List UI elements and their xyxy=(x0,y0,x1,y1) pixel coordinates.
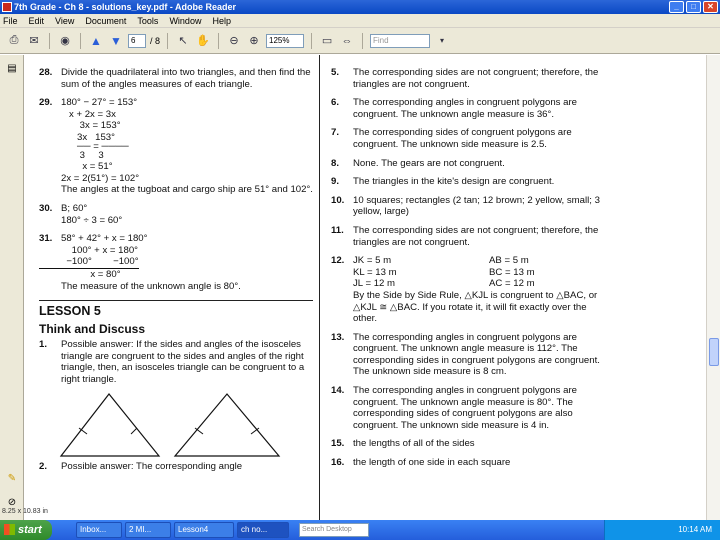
zoom-select[interactable]: 125% xyxy=(266,34,304,48)
right-column xyxy=(331,67,601,476)
congruent-triangles-figure xyxy=(55,390,285,458)
left-column xyxy=(39,67,313,480)
page-size-status: 8.25 x 10.83 in xyxy=(2,508,48,515)
close-button[interactable]: ✕ xyxy=(703,1,718,13)
clock: 10:14 AM xyxy=(678,525,712,534)
side-lengths-table: JK = 5 m AB = 5 m KL = 13 m BC = 13 m JL = 12 m AC = 12 m xyxy=(353,255,535,290)
answer-16: 16. the length of one side in each square xyxy=(331,457,511,469)
taskbar-item-lesson4[interactable]: Lesson4 xyxy=(174,522,234,538)
attachments-icon[interactable]: ⊘ xyxy=(7,497,17,508)
answer-7: 7. The corresponding sides of congruent polygons are congruent. The unknown side measure is 2.5. xyxy=(331,127,572,150)
pages-icon[interactable]: ▤ xyxy=(7,63,17,74)
answer-29: 29. 180° − 27° = 153° x + 2x = 3x 3x = 153° 3x 153° ── = ──── 3 3 x = 51° 2x = 2(51°) = 102° The angles at the tugboat and cargo ship are 51° and 102°. xyxy=(39,97,313,196)
answer-14: 14. The corresponding angles in congruent polygons are congruent. The unknown angle measure is 80°. The corresponding sides of congruent polygons are also congruent. The unknown side measure is 4 in. xyxy=(331,385,578,431)
discussion-1: 1. Possible answer: If the sides and angles of the isosceles triangle are congruent to the sides and angles of the right triangle, then, an isosceles triangle can be congruent to a right triangle. xyxy=(39,339,305,386)
answer-11: 11. The corresponding sides are not congruent; therefore, the triangles are not congruent. xyxy=(331,224,599,248)
maximize-button[interactable]: □ xyxy=(686,1,701,13)
page-number-input[interactable]: 6 xyxy=(128,34,146,48)
print-icon[interactable]: ⎙ xyxy=(9,34,19,46)
answer-5: 5. The corresponding sides are not congruent; therefore, the triangles are not congruent. xyxy=(331,67,599,90)
isosceles-triangle xyxy=(61,394,159,456)
taskbar-item-inbox[interactable]: Inbox... xyxy=(76,522,122,538)
minimize-button[interactable]: _ xyxy=(669,1,684,13)
answer-28: 28. Divide the quadrilateral into two triangles, and then find the sum of the angles measures of each triangle. xyxy=(39,67,311,90)
taskbar-item-adobe-reader[interactable]: ch no... xyxy=(237,522,289,538)
zoom-out-icon[interactable]: ⊖ xyxy=(229,35,239,47)
previous-page-icon[interactable]: ▲ xyxy=(90,33,102,48)
desktop-search-input[interactable]: Search Desktop xyxy=(299,523,369,537)
vertical-scrollbar[interactable] xyxy=(706,55,720,520)
menu-file[interactable]: File xyxy=(3,16,18,26)
toolbar xyxy=(0,28,720,54)
answer-12: 12. JK = 5 m AB = 5 m KL = 13 m BC = 13 m JL = 12 m AC = 12 m By the Side by Side Rule, △KJL is congruent to △BAC, or △KJL ≅ △BAC. If you rotate it, it will fit exactly over the other. xyxy=(331,255,601,325)
zoom-in-icon[interactable]: ⊕ xyxy=(249,35,259,47)
window-title: 7th Grade - Ch 8 - solutions_key.pdf - Adobe Reader xyxy=(14,2,237,12)
answer-9: 9. The triangles in the kite's design are congruent. xyxy=(331,176,555,188)
tick-mark xyxy=(131,428,137,434)
title-bar xyxy=(0,0,720,14)
adobe-reader-icon xyxy=(2,2,12,12)
menu-view[interactable]: View xyxy=(55,16,75,26)
email-icon[interactable]: ✉ xyxy=(29,35,39,47)
select-tool-icon[interactable]: ↖ xyxy=(178,35,188,47)
answer-31: 31. 58° + 42° + x = 180° 100° + x = 180° −100° −100° x = 80° The measure of the unknown angle is 80°. xyxy=(39,233,241,292)
page-total: / 8 xyxy=(150,35,161,46)
windows-flag-icon xyxy=(4,524,15,535)
menu-bar xyxy=(0,14,720,28)
fit-width-icon[interactable]: ⇔ xyxy=(341,34,353,47)
start-button[interactable]: start xyxy=(0,520,52,540)
column-divider xyxy=(319,55,320,520)
hand-tool-icon[interactable]: ✋ xyxy=(196,35,210,47)
find-input[interactable]: Find xyxy=(370,34,430,48)
answer-10: 10. 10 squares; rectangles (2 tan; 12 brown; 2 yellow, small; 3 yellow, large) xyxy=(331,194,600,218)
answer-30: 30. B; 60° 180° ÷ 3 = 60° xyxy=(39,202,123,226)
next-page-icon[interactable]: ▼ xyxy=(110,33,122,48)
menu-document[interactable]: Document xyxy=(85,16,127,26)
navigation-panel xyxy=(0,55,24,520)
right-triangle xyxy=(175,394,279,456)
fit-page-icon[interactable]: ▭ xyxy=(321,35,333,47)
discussion-2: 2. Possible answer: The corresponding angle xyxy=(39,461,243,473)
collaborate-icon[interactable]: ◉ xyxy=(60,35,70,47)
menu-help[interactable]: Help xyxy=(212,16,231,26)
menu-tools[interactable]: Tools xyxy=(137,16,159,26)
lesson-heading: LESSON 5 xyxy=(39,300,313,318)
answer-8: 8. None. The gears are not congruent. xyxy=(331,157,505,169)
menu-window[interactable]: Window xyxy=(169,16,202,26)
answer-13: 13. The corresponding angles in congruent polygons are congruent. The unknown angle measure is 112°. The corresponding sides in congruent polygons are congruent. The unknown side measure is 8 cm. xyxy=(331,331,600,378)
system-tray xyxy=(604,520,720,540)
find-dropdown-icon[interactable]: ▾ xyxy=(440,36,445,45)
document-page xyxy=(25,55,706,520)
scrollbar-thumb[interactable] xyxy=(709,338,719,366)
menu-edit[interactable]: Edit xyxy=(28,16,45,26)
answer-15: 15. the lengths of all of the sides xyxy=(331,438,475,450)
answer-6: 6. The corresponding angles in congruent polygons are congruent. The unknown angle measure is 36°. xyxy=(331,97,578,120)
taskbar-item-mi[interactable]: 2 MI... xyxy=(125,522,171,538)
think-and-discuss-heading: Think and Discuss xyxy=(39,321,146,336)
windows-taskbar xyxy=(0,520,720,540)
comments-icon[interactable]: ✎ xyxy=(7,473,17,484)
